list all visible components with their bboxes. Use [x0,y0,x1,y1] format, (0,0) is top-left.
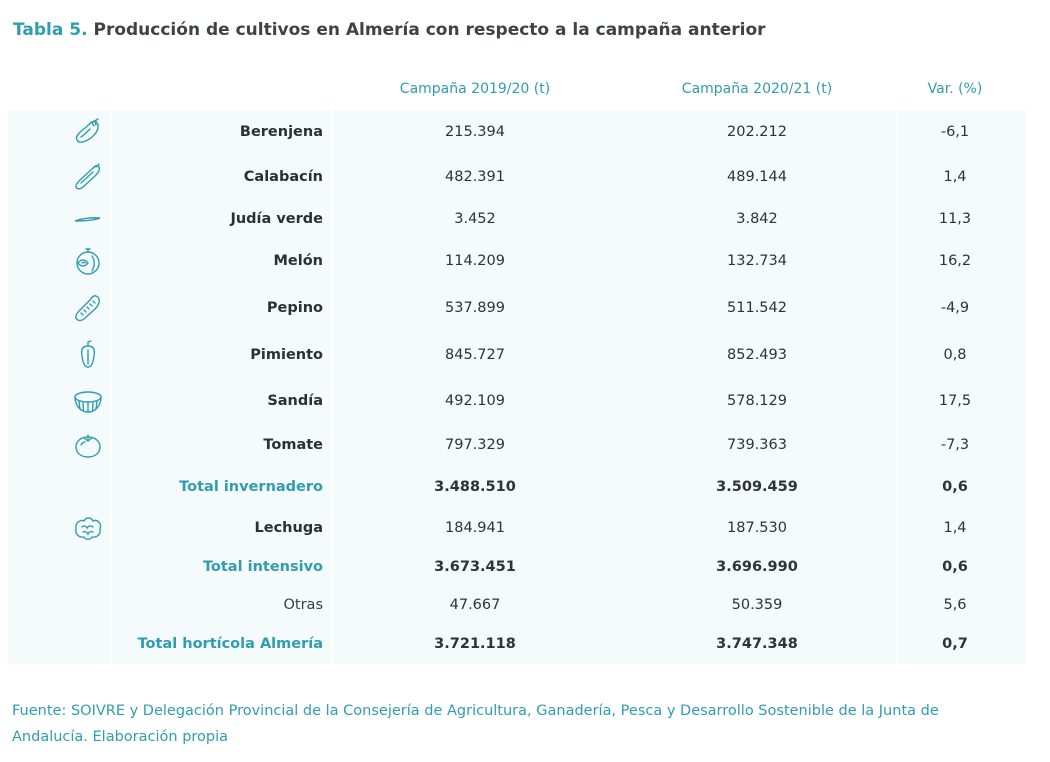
value-2019-20: 482.391 [445,169,505,185]
table-row-pimiento [8,332,1026,378]
variation: 0,8 [943,347,967,363]
column-header-2019-20: Campaña 2019/20 (t) [399,81,551,97]
value-2019-20: 492.109 [445,393,505,409]
variation: 1,4 [943,520,967,536]
table-row-pepino [8,284,1026,332]
table-row-total-invernadero [8,466,1026,508]
value-2020-21: 578.129 [727,393,787,409]
total-label: Total invernadero [179,479,323,495]
table-row-calabacin [8,154,1026,200]
variation: 5,6 [943,597,967,613]
value-2020-21: 489.144 [727,169,787,185]
variation: -4,9 [940,300,970,316]
value-2020-21: 739.363 [727,437,787,453]
crop-name: Pepino [266,300,323,316]
table-title-text: Producción de cultivos en Almería con respecto a la campaña anterior [93,20,766,40]
value-2020-21: 511.542 [727,300,787,316]
eggplant-icon [63,110,113,154]
table-row-sandia [8,378,1026,424]
crop-name: Sandía [267,393,323,409]
value-2019-20: 3.721.118 [434,636,516,652]
total-label: Total intensivo [202,559,323,575]
source-note: Fuente: SOIVRE y Delegación Provincial de la Consejería de Agricultura, Ganadería, Pesca y Desarrollo Sostenible de la Junta de Andalucía. Elaboración propia [12,703,939,745]
crop-name: Otras [283,597,323,613]
value-2020-21: 852.493 [727,347,787,363]
value-2019-20: 114.209 [445,253,505,269]
crop-name: Judía verde [230,211,323,227]
cucumber-icon [63,284,113,332]
table-row-otras [8,586,1026,624]
table-row-melon [8,238,1026,284]
tomato-icon [63,424,113,466]
crop-name: Tomate [263,437,323,453]
column-header-variation: Var. (%) [927,81,983,97]
table-row-berenjena [8,110,1026,154]
value-2020-21: 50.359 [731,597,783,613]
value-2019-20: 184.941 [445,520,505,536]
value-2019-20: 47.667 [449,597,501,613]
value-2020-21: 132.734 [727,253,787,269]
table-row-total-intensivo [8,548,1026,586]
variation: 17,5 [938,393,972,409]
green-bean-icon [63,200,113,238]
melon-icon [63,238,113,284]
variation: 0,7 [942,636,968,652]
table-row-tomate [8,424,1026,466]
crop-name: Calabacín [243,169,323,185]
zucchini-icon [63,154,113,200]
crop-name: Melón [273,253,323,269]
variation: 16,2 [938,253,972,269]
value-2019-20: 845.727 [445,347,505,363]
pepper-icon [63,332,113,378]
value-2019-20: 215.394 [445,124,505,140]
value-2019-20: 3.488.510 [434,479,516,495]
total-label: Total hortícola Almería [137,636,323,652]
value-2019-20: 3.452 [454,211,496,227]
table-row-judia-verde [8,200,1026,238]
variation: 0,6 [942,559,968,575]
value-2020-21: 3.509.459 [716,479,798,495]
table-row-lechuga [8,508,1026,548]
value-2020-21: 3.696.990 [716,559,798,575]
table-title [13,20,766,40]
variation: -7,3 [940,437,970,453]
value-2020-21: 3.842 [736,211,778,227]
value-2020-21: 3.747.348 [716,636,798,652]
variation: -6,1 [940,124,970,140]
value-2020-21: 202.212 [727,124,787,140]
variation: 1,4 [943,169,967,185]
lettuce-icon [63,508,113,548]
table-number: Tabla 5. [13,20,88,40]
crop-name: Pimiento [250,347,323,363]
variation: 11,3 [938,211,972,227]
column-header-2020-21: Campaña 2020/21 (t) [681,81,833,97]
watermelon-icon [63,378,113,424]
value-2020-21: 187.530 [727,520,787,536]
value-2019-20: 797.329 [445,437,505,453]
variation: 0,6 [942,479,968,495]
crop-name: Lechuga [254,520,323,536]
table-row-total-horticola [8,624,1026,664]
value-2019-20: 537.899 [445,300,505,316]
value-2019-20: 3.673.451 [434,559,516,575]
crop-name: Berenjena [239,124,323,140]
